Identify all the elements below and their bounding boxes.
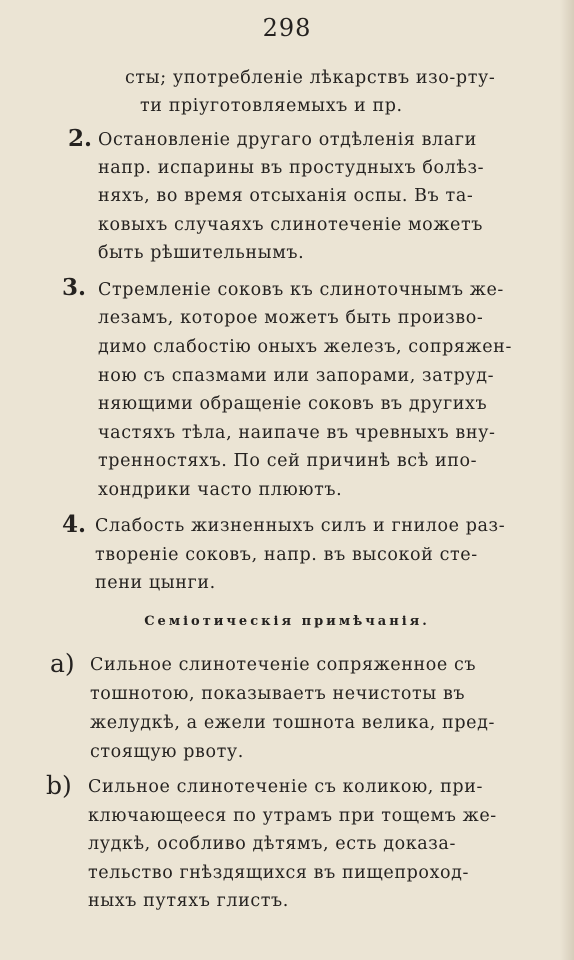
item-number: 4.	[62, 511, 87, 538]
item-line: ковыхъ случаяхъ слинотеченіе можетъ	[98, 215, 483, 235]
item-line: пени цынги.	[95, 573, 216, 593]
item-line: ною съ спазмами или запорами, затруд-	[98, 366, 495, 386]
item-line: быть рѣшительнымъ.	[98, 243, 305, 263]
item-line: лезамъ, которое можетъ быть произво-	[98, 308, 484, 328]
note-line: тошнотою, показываетъ нечистоты въ	[90, 684, 466, 704]
note-letter: a)	[50, 649, 75, 678]
note-line: стоящую рвоту.	[90, 742, 244, 762]
note-line: ключающееся по утрамъ при тощемъ же-	[88, 806, 497, 826]
item-line: тренностяхъ. По сей причинѣ всѣ ипо-	[98, 451, 478, 471]
note-line: лудкѣ, особливо дѣтямъ, есть доказа-	[88, 834, 456, 854]
continuation-line: сты; употребленіе лѣкарствъ изо-рту-	[125, 68, 496, 88]
note-line: Сильное слинотеченіе сопряженное съ	[90, 655, 477, 675]
item-line: хондрики часто плюютъ.	[98, 480, 343, 500]
note-line: ныхъ путяхъ глистъ.	[88, 891, 289, 911]
item-line: напр. испарины въ простудныхъ болѣз-	[98, 158, 485, 178]
item-line: Стремленіе соковъ къ слиноточнымъ же-	[98, 280, 504, 300]
item-line: няющими обращеніе соковъ въ другихъ	[98, 394, 488, 414]
item-line: частяхъ тѣла, наипаче въ чревныхъ вну-	[98, 423, 496, 443]
item-line: димо слабостію оныхъ железъ, сопряжен-	[98, 337, 512, 357]
note-line: Сильное слинотеченіе съ коликою, при-	[88, 777, 483, 797]
page-number: 298	[262, 14, 312, 42]
section-heading: Семіотическія примѣчанія.	[144, 614, 430, 629]
item-number: 3.	[62, 274, 87, 301]
item-line: Слабость жизненныхъ силъ и гнилое раз-	[95, 516, 506, 536]
item-line: твореніе соковъ, напр. въ высокой сте-	[95, 545, 478, 565]
note-line: желудкѣ, а ежели тошнота велика, пред-	[90, 713, 495, 733]
item-number: 2.	[68, 125, 93, 152]
note-line: тельство гнѣздящихся въ пищепроход-	[88, 863, 470, 883]
note-letter: b)	[46, 771, 72, 800]
item-line: Остановленіе другаго отдѣленія влаги	[98, 130, 477, 150]
item-line: няхъ, во время отсыханія оспы. Въ та-	[98, 186, 474, 206]
continuation-line: ти пріуготовляемыхъ и пр.	[140, 96, 403, 116]
